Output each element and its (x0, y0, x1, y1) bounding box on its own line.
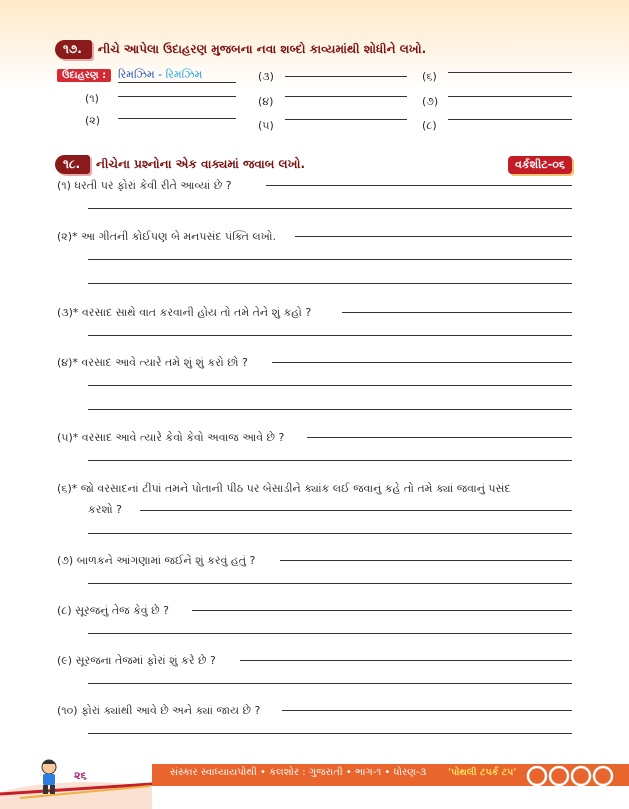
q17-answer-line-3[interactable] (285, 76, 407, 77)
q17-instruction: નીચે આપેલા ઉદાહરણ મુજબના નવા શબ્દો કાવ્યમાંથી શોધીને લખો. (97, 42, 427, 56)
q17-answer-line-1[interactable] (118, 96, 236, 97)
q17-heading (55, 40, 426, 59)
q17-slot-3: (૩) (258, 70, 274, 83)
example-words (118, 68, 202, 82)
q17-answer-line-8[interactable] (448, 119, 572, 120)
q17-slot-1: (૧) (85, 92, 99, 105)
question-6: (૬)* જો વરસાદનાં ટીપાં તમને પોતાની પીઠ પર બેસાડીને ક્યાંક લઈ જવાનું કહે તો તમે ક્યાં જવાનું પસંદ (57, 482, 511, 495)
answer-line-2b[interactable] (88, 259, 572, 260)
answer-line-6b[interactable] (88, 533, 572, 534)
question-6-continued: કરશો ? (88, 503, 123, 516)
answer-line-2a[interactable] (295, 236, 572, 237)
q17-slot-2: (૨) (85, 114, 101, 127)
answer-line-6a[interactable] (140, 510, 572, 511)
q17-answer-line-2[interactable] (118, 118, 236, 119)
answer-line-9a[interactable] (240, 660, 572, 661)
example-word-1: રિમઝિમ - (118, 68, 166, 81)
example-label: ઉદાહરણ : (57, 69, 111, 82)
answer-line-10b[interactable] (88, 733, 572, 734)
footer-tagline: 'પોથલી ટપર્ક ટપ' (448, 767, 517, 778)
q17-answer-line-4[interactable] (285, 96, 407, 97)
q17-slot-5: (૫) (258, 119, 274, 132)
question-1: (૧) ધરતી પર ફોરાં કેવી રીતે આવ્યાં છે ? (57, 179, 232, 192)
q17-answer-line-5[interactable] (285, 119, 407, 120)
answer-line-3a[interactable] (342, 312, 572, 313)
q17-slot-4: (૪) (258, 95, 274, 108)
rings-icon (525, 762, 625, 792)
question-3: (૩)* વરસાદ સાથે વાત કરવાની હોય તો તમે તેને શું કહો ? (57, 306, 312, 319)
answer-line-1b[interactable] (88, 208, 572, 209)
boy-icon (34, 758, 64, 798)
answer-line-1a[interactable] (266, 185, 572, 186)
question-2: (૨)* આ ગીતની કોઈપણ બે મનપસંદ પંક્તિ લખો. (57, 230, 277, 243)
question-5: (૫)* વરસાદ આવે ત્યારે કેવો કેવો અવાજ આવે છે ? (57, 431, 285, 444)
answer-line-7b[interactable] (88, 583, 572, 584)
answer-line-9b[interactable] (88, 683, 572, 684)
q17-answer-line-7[interactable] (448, 96, 572, 97)
footer-series: સંસ્કાર સ્વાધ્યાયપોથી • કલશોર : ગુજરાતી • ભાગ-૧ • ધોરણ-૩ (170, 767, 427, 778)
answer-line-3b[interactable] (88, 335, 572, 336)
answer-line-8a[interactable] (192, 610, 572, 611)
answer-line-4a[interactable] (272, 362, 572, 363)
example-word-2: રિમઝિમ (165, 68, 203, 81)
q17-answer-line-6[interactable] (448, 72, 572, 73)
question-8: (૮) સૂરજનું તેજ કેવું છે ? (57, 604, 169, 617)
q17-slot-8: (૮) (422, 119, 437, 132)
answer-line-4c[interactable] (88, 409, 572, 410)
q17-slot-6: (૬) (422, 70, 437, 83)
q18-instruction: નીચેના પ્રશ્નોના એક વાક્યમાં જવાબ લખો. (96, 157, 306, 171)
q17-number: ૧૭. (55, 40, 92, 59)
answer-line-2c[interactable] (88, 283, 572, 284)
question-9: (૯) સૂરજના તેજમાં ફોરાં શું કરે છે ? (57, 654, 216, 667)
answer-line-7a[interactable] (280, 560, 572, 561)
answer-line-5b[interactable] (88, 460, 572, 461)
q18-number: ૧૮. (55, 155, 90, 174)
answer-line-8b[interactable] (88, 633, 572, 634)
question-7: (૭) બાળકને આંગણામાં જઈને શું કરવું હતું ? (57, 554, 256, 567)
answer-line-4b[interactable] (88, 385, 572, 386)
answer-line-10a[interactable] (282, 710, 572, 711)
page-number: ૨૬ (74, 769, 87, 782)
example-underline (118, 82, 236, 83)
question-10: (૧૦) ફોરાં ક્યાંથી આવે છે અને ક્યાં જાય છે ? (57, 704, 261, 717)
q17-slot-7: (૭) (422, 95, 439, 108)
answer-line-5a[interactable] (307, 437, 572, 438)
question-4: (૪)* વરસાદ આવે ત્યારે તમે શું શું કરો છો ? (57, 356, 248, 369)
q18-heading (55, 155, 305, 174)
worksheet-badge: વર્કશીટ-૦૬ (508, 156, 572, 174)
